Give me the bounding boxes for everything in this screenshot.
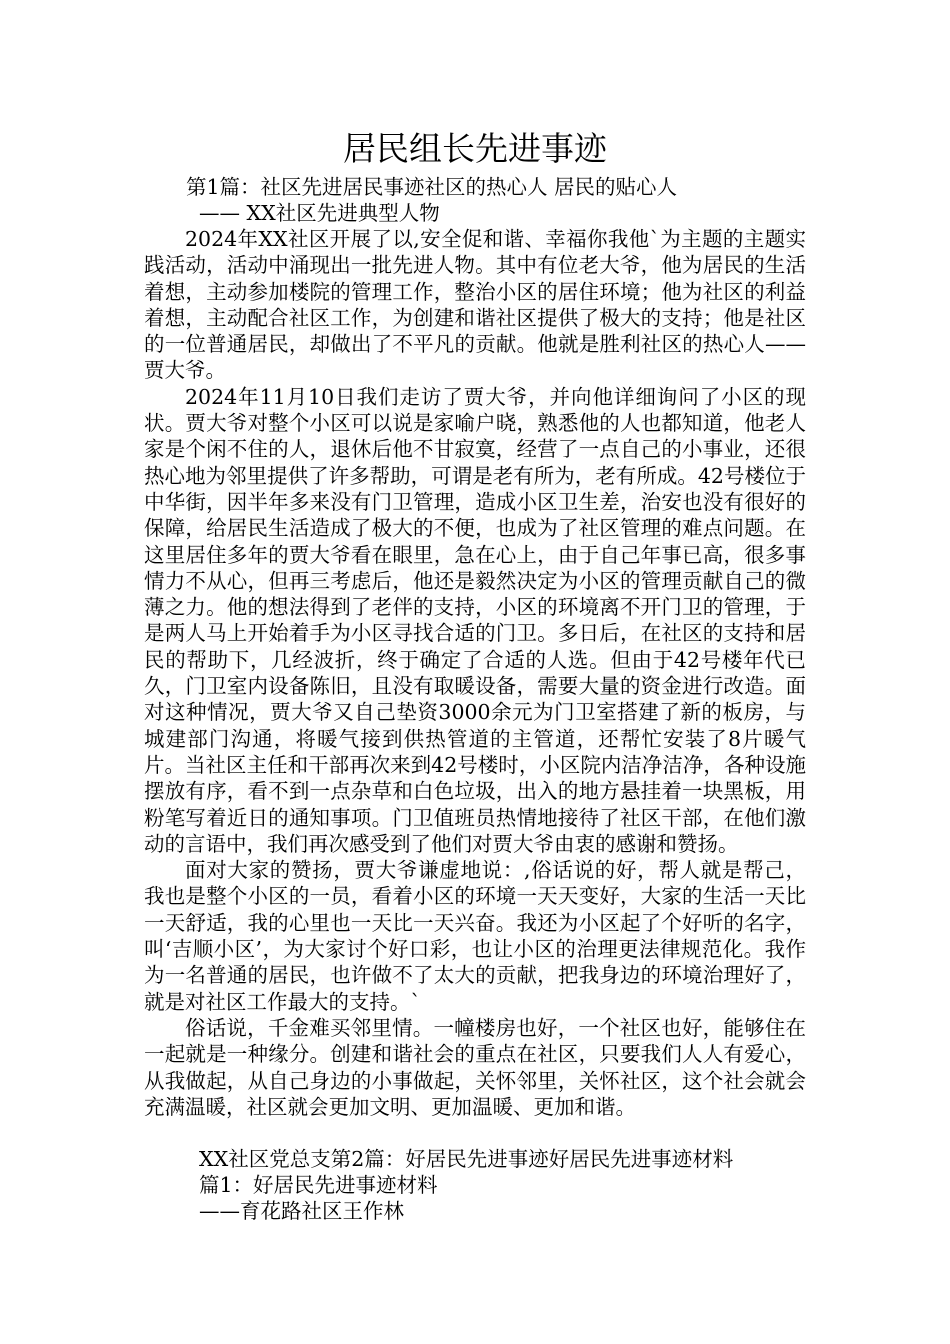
paragraph-1: 2024年XX社区开展了以,安全促和谐、幸福你我他`为主题的主题实践活动，活动中涌现出一批先进人物。其中有位老大爷，他为居民的生活着想，主动参加楼院的管理工作，整治小区的居住环境；他为社区的利益着想，主动配合社区工作，为创建和谐社区提供了极大的支持；他是社区的一位普通居民，却做出了不平凡的贡献。他就是胜利社区的热心人——贾大爷。: [144, 227, 806, 383]
article-1-byline: —— XX社区先进典型人物: [199, 201, 440, 225]
document-title: 居民组长先进事迹: [343, 129, 607, 168]
article-2-subheading: 篇1：好居民先进事迹材料: [199, 1173, 438, 1197]
paragraph-2: 2024年11月10日我们走访了贾大爷，并向他详细询问了小区的现状。贾大爷对整个小区可以说是家喻户晓，熟悉他的人也都知道，他老人家是个闲不住的人，退休后他不甘寂寞，经营了一点自己的小事业，还很热心地为邻里提供了许多帮助，可谓是老有所为，老有所成。42号楼位于中华街，因半年多来没有门卫管理，造成小区卫生差，治安也没有很好的保障，给居民生活造成了极大的不便，也成为了社区管理的难点问题。在这里居住多年的贾大爷看在眼里，急在心上，由于自己年事已高，很多事情力不从心，但再三考虑后，他还是毅然决定为小区的管理贡献自己的微薄之力。他的想法得到了老伴的支持，小区的环境离不开门卫的管理，于是两人马上开始着手为小区寻找合适的门卫。多日后，在社区的支持和居民的帮助下，几经波折，终于确定了合适的人选。但由于42号楼年代已久，门卫室内设备陈旧，且没有取暖设备，需要大量的资金进行改造。面对这种情况，贾大爷又自己垫资3000余元为门卫室搭建了新的板房，与城建部门沟通，将暖气接到供热管道的主管道，还帮忙安装了8片暖气片。当社区主任和干部再次来到42号楼时，小区院内洁净洁净，各种设施摆放有序，看不到一点杂草和白色垃圾，出入的地方悬挂着一块黑板，用粉笔写着近日的通知事项。门卫值班员热情地接待了社区干部，在他们激动的言语中，我们再次感受到了他们对贾大爷由衷的感谢和赞扬。: [144, 384, 806, 856]
paragraph-3: 面对大家的赞扬，贾大爷谦虚地说：,俗话说的好，帮人就是帮己，我也是整个小区的一员，看着小区的环境一天天变好，大家的生活一天比一天舒适，我的心里也一天比一天兴奋。我还为小区起了个好听的名字，叫‘吉顺小区’，为大家讨个好口彩，也让小区的治理更法律规范化。我作为一名普通的居民，也许做不了太大的贡献，把我身边的环境治理好了，就是对社区工作最大的支持。`: [144, 858, 806, 1014]
article-1-body: [144, 226, 806, 1120]
article-2-byline: ——育花路社区王作林: [199, 1199, 404, 1223]
paragraph-4: 俗话说，千金难买邻里情。一幢楼房也好，一个社区也好，能够住在一起就是一种缘分。创建和谐社会的重点在社区，只要我们人人有爱心，从我做起，从自己身边的小事做起，关怀邻里，关怀社区，这个社会就会充满温暖，社区就会更加文明、更加温暖、更加和谐。: [144, 1015, 806, 1119]
article-1-heading: 第1篇：社区先进居民事迹社区的热心人 居民的贴心人: [186, 175, 678, 199]
article-2-heading: XX社区党总支第2篇：好居民先进事迹好居民先进事迹材料: [199, 1147, 734, 1171]
